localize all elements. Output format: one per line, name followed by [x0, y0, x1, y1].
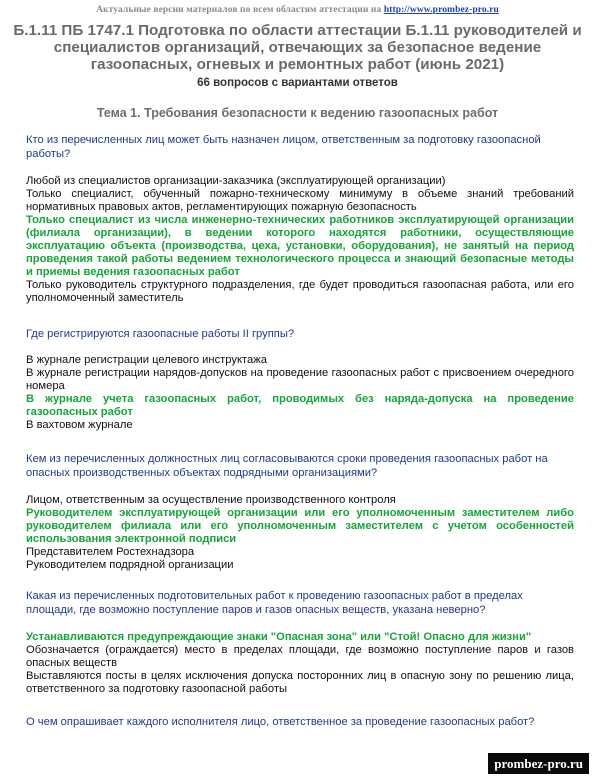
answer-option: Руководителем подрядной организации [26, 559, 234, 571]
correct-answer: Руководителем эксплуатирующей организации или его уполномоченным заместителем либо руководителем филиала или его уполномоченным заместителем с учетом особенностей использования электронной подписи [26, 507, 574, 545]
question-block [26, 133, 574, 161]
answer-option: Представителем Ростехнадзора [26, 546, 195, 558]
answer-option: Только руководитель структурного подразделения, где будет проводиться газоопасная работа, или его уполномоченный заместитель [26, 279, 574, 304]
document-title: Б.1.11 ПБ 1747.1 Подготовка по области аттестации Б.1.11 руководителей и специалистов организаций, отвечающих за безопасное ведение газоопасных, огневых и ремонтных работ (июнь 2021) [13, 22, 582, 73]
answer-option: Выставляются посты в целях исключения допуска посторонних лиц в опасную зону по решению лица, ответственного за подготовку газоопасной работы [26, 670, 574, 695]
question-text: Кто из перечисленных лиц может быть назначен лицом, ответственным за подготовку газоопасной работы? [26, 134, 541, 160]
site-link[interactable]: http://www.prombez-pro.ru [383, 5, 499, 15]
answers-block [26, 354, 574, 432]
answer-option: Лицом, ответственным за осуществление производственного контроля [26, 494, 396, 506]
question-text: Где регистрируются газоопасные работы II группы? [26, 328, 295, 340]
correct-answer: Устанавливаются предупреждающие знаки "Опасная зона" или "Стой! Опасно для жизни" [26, 631, 532, 643]
question-block [26, 452, 574, 480]
answers-block [26, 494, 574, 572]
correct-answer: Только специалист из числа инженерно-технических работников эксплуатирующей организации (филиала организации), в ведении которого находятся работники, осуществляющие эксплуатацию объекта (производства, цеха, установки, оборудования), не занятый на период проведения такой работы ведением технологического процесса и знающий безопасные методы и приемы ведения газоопасных работ [26, 214, 574, 278]
question-block [26, 715, 574, 729]
question-block [26, 589, 574, 617]
site-watermark: prombez-pro.ru [488, 753, 589, 774]
correct-answer: В журнале учета газоопасных работ, проводимых без наряда-допуска на проведение газоопасных работ [26, 393, 574, 418]
answer-option: В журнале регистрации нарядов-допусков на проведение газоопасных работ с присвоением очередного номера [26, 367, 574, 392]
section-theme: Тема 1. Требования безопасности к ведению газоопасных работ [96, 106, 499, 120]
answer-option: Любой из специалистов организации-заказчика (эксплуатирующей организации) [26, 175, 446, 187]
question-text: Кем из перечисленных должностных лиц согласовываются сроки проведения газоопасных работ на опасных производственных объектах подрядными организациями? [26, 453, 548, 479]
top-notice [0, 4, 595, 17]
document-subtitle: 66 вопросов с вариантами ответов [197, 77, 398, 89]
top-notice-text: Актуальные версии материалов по всем областям аттестации на [96, 5, 382, 15]
answer-option: Только специалист, обученный пожарно-техническому минимуму в объеме знаний требований нормативных правовых актов, регламентирующих пожарную безопасность [26, 188, 574, 213]
answer-option: В вахтовом журнале [26, 419, 133, 431]
question-text: Какая из перечисленных подготовительных работ к проведению газоопасных работ в пределах площади, где возможно поступление паров и газов опасных веществ, указана неверно? [26, 590, 523, 616]
answers-block [26, 631, 574, 696]
answer-option: В журнале регистрации целевого инструктажа [26, 354, 267, 366]
question-text: О чем опрашивает каждого исполнителя лицо, ответственное за проведение газоопасных работ? [26, 716, 535, 728]
question-block [26, 327, 574, 341]
answers-block [26, 175, 574, 305]
answer-option: Обозначается (ограждается) место в пределах площади, где возможно поступление паров и газов опасных веществ [26, 644, 574, 669]
